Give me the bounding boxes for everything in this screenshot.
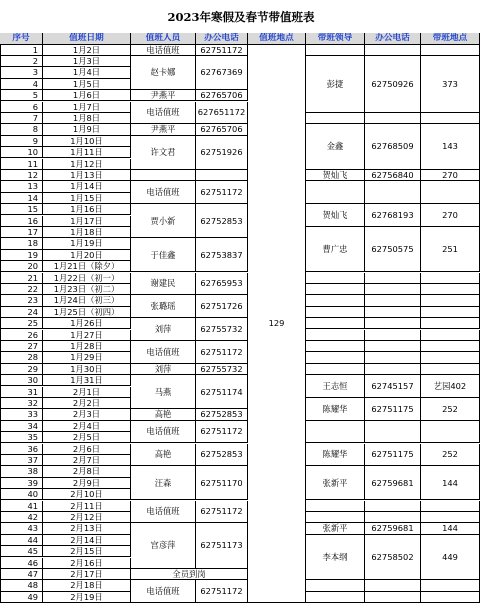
leader-place — [421, 318, 480, 329]
row-number: 38 — [0, 466, 43, 477]
leader-phone — [365, 295, 421, 306]
duty-phone: 62751726 — [196, 295, 248, 318]
duty-date: 1月14日 — [43, 181, 131, 192]
duty-date: 1月26日 — [43, 318, 131, 329]
leader-name — [306, 341, 365, 352]
leader-name — [306, 318, 365, 329]
leader-name — [306, 501, 365, 512]
leader-phone — [365, 318, 421, 329]
duty-phone: 62765706 — [196, 90, 248, 101]
leader-phone — [365, 307, 421, 318]
leader-phone: 62758502 — [365, 535, 421, 581]
duty-date: 1月15日 — [43, 193, 131, 204]
row-number: 34 — [0, 421, 43, 432]
duty-date: 2月15日 — [43, 546, 131, 557]
duty-date: 1月23日（初二） — [43, 284, 131, 295]
leader-phone: 62750926 — [365, 56, 421, 113]
duty-date: 1月13日 — [43, 170, 131, 181]
row-number: 39 — [0, 478, 43, 489]
duty-phone: 62751172 — [196, 580, 248, 603]
leader-name: 张新平 — [306, 523, 365, 534]
duty-date: 2月9日 — [43, 478, 131, 489]
duty-person: 电话值班 — [131, 102, 196, 125]
row-number: 9 — [0, 136, 43, 147]
row-number: 28 — [0, 352, 43, 363]
row-number: 12 — [0, 170, 43, 181]
leader-name — [306, 352, 365, 363]
leader-name — [306, 512, 365, 523]
leader-phone: 62768509 — [365, 124, 421, 170]
leader-phone — [365, 501, 421, 512]
row-number: 20 — [0, 261, 43, 272]
duty-phone: 62751926 — [196, 136, 248, 170]
duty-person: 尹燕平 — [131, 90, 196, 101]
leader-place: 270 — [421, 170, 480, 181]
duty-person: 高艳 — [131, 444, 196, 467]
leader-phone — [365, 273, 421, 284]
duty-person: 许文君 — [131, 136, 196, 170]
duty-phone: 62751170 — [196, 466, 248, 500]
leader-place — [421, 341, 480, 352]
leader-phone: 62751175 — [365, 444, 421, 467]
duty-date: 1月25日（初四） — [43, 307, 131, 318]
duty-date: 2月2日 — [43, 398, 131, 409]
duty-person: 于佳鑫 — [131, 238, 196, 272]
leader-name — [306, 295, 365, 306]
duty-date: 1月8日 — [43, 113, 131, 124]
duty-date: 1月31日 — [43, 375, 131, 386]
leader-phone — [365, 512, 421, 523]
duty-phone: 62765953 — [196, 273, 248, 296]
leader-phone — [365, 284, 421, 295]
leader-phone — [365, 330, 421, 341]
leader-name: 彭捷 — [306, 56, 365, 113]
row-number: 22 — [0, 284, 43, 295]
leader-phone — [365, 352, 421, 363]
duty-date: 1月20日 — [43, 250, 131, 261]
duty-person: 电话值班 — [131, 421, 196, 444]
duty-date: 1月19日 — [43, 238, 131, 249]
column-header: 带班领导 — [306, 33, 365, 45]
leader-phone: 62750575 — [365, 227, 421, 273]
leader-name — [306, 330, 365, 341]
row-number: 19 — [0, 250, 43, 261]
duty-phone: 62751172 — [196, 421, 248, 444]
duty-person: 电话值班 — [131, 501, 196, 524]
leader-name: 张新平 — [306, 466, 365, 500]
row-number: 4 — [0, 79, 43, 90]
duty-date: 2月4日 — [43, 421, 131, 432]
leader-name: 贺灿飞 — [306, 204, 365, 227]
leader-phone — [365, 45, 421, 56]
row-number: 3 — [0, 67, 43, 78]
leader-place — [421, 512, 480, 523]
duty-date: 2月13日 — [43, 523, 131, 534]
leader-place — [421, 45, 480, 56]
row-number: 45 — [0, 546, 43, 557]
leader-name — [306, 181, 365, 204]
column-header: 值班地点 — [248, 33, 306, 45]
row-number: 49 — [0, 592, 43, 603]
duty-date: 2月19日 — [43, 592, 131, 603]
leader-place — [421, 592, 480, 603]
row-number: 8 — [0, 124, 43, 135]
row-number: 6 — [0, 102, 43, 113]
duty-phone: 62752853 — [196, 204, 248, 238]
duty-date: 2月14日 — [43, 535, 131, 546]
row-number: 15 — [0, 204, 43, 215]
leader-place: 373 — [421, 56, 480, 113]
leader-place — [421, 364, 480, 375]
duty-phone: 62765706 — [196, 124, 248, 135]
row-number: 48 — [0, 580, 43, 591]
duty-date: 2月3日 — [43, 409, 131, 420]
duty-date: 1月10日 — [43, 136, 131, 147]
duty-person: 电话值班 — [131, 580, 196, 603]
duty-person: 刘萍 — [131, 364, 196, 375]
leader-phone — [365, 181, 421, 204]
duty-person: 赵卡娜 — [131, 56, 196, 90]
row-number: 23 — [0, 295, 43, 306]
row-number: 10 — [0, 147, 43, 158]
leader-place — [421, 501, 480, 512]
duty-phone: 627651172 — [196, 102, 248, 125]
row-number: 7 — [0, 113, 43, 124]
duty-date: 1月29日 — [43, 352, 131, 363]
duty-person: 宫彦萍 — [131, 523, 196, 569]
row-number: 43 — [0, 523, 43, 534]
column-header: 办公电话 — [196, 33, 248, 45]
row-number: 21 — [0, 273, 43, 284]
leader-place: 艺园402 — [421, 375, 480, 398]
duty-date: 1月27日 — [43, 330, 131, 341]
leader-place: 144 — [421, 523, 480, 534]
duty-phone: 62751173 — [196, 523, 248, 569]
row-number: 47 — [0, 569, 43, 580]
row-number: 18 — [0, 238, 43, 249]
leader-place: 270 — [421, 204, 480, 227]
row-number: 37 — [0, 455, 43, 466]
duty-phone: 62751172 — [196, 341, 248, 364]
duty-date: 1月28日 — [43, 341, 131, 352]
column-header: 带班地点 — [421, 33, 480, 45]
duty-person: 刘萍 — [131, 318, 196, 341]
leader-phone: 62751175 — [365, 398, 421, 421]
row-number: 25 — [0, 318, 43, 329]
duty-date: 2月11日 — [43, 501, 131, 512]
duty-person: 尹燕平 — [131, 124, 196, 135]
row-number: 31 — [0, 387, 43, 398]
row-number: 16 — [0, 216, 43, 227]
leader-phone — [365, 341, 421, 352]
duty-date: 1月5日 — [43, 79, 131, 90]
duty-date: 1月24日（初三） — [43, 295, 131, 306]
row-number: 24 — [0, 307, 43, 318]
duty-person: 电话值班 — [131, 341, 196, 364]
duty-date: 1月16日 — [43, 204, 131, 215]
row-number: 29 — [0, 364, 43, 375]
duty-person: 电话值班 — [131, 45, 196, 56]
duty-phone: 62751172 — [196, 45, 248, 56]
duty-person: 高艳 — [131, 409, 196, 420]
leader-phone: 62745157 — [365, 375, 421, 398]
duty-date: 1月2日 — [43, 45, 131, 56]
duty-date: 1月21日（除夕） — [43, 261, 131, 272]
duty-date: 1月18日 — [43, 227, 131, 238]
duty-date: 1月4日 — [43, 67, 131, 78]
duty-phone: 62751174 — [196, 375, 248, 409]
duty-person: 汪森 — [131, 466, 196, 500]
duty-date: 2月6日 — [43, 444, 131, 455]
leader-name: 贺灿飞 — [306, 170, 365, 181]
leader-name: 陈耀华 — [306, 444, 365, 467]
column-header: 值班日期 — [43, 33, 131, 45]
row-number: 33 — [0, 409, 43, 420]
row-number: 5 — [0, 90, 43, 101]
duty-date: 1月7日 — [43, 102, 131, 113]
leader-place — [421, 421, 480, 444]
row-number: 32 — [0, 398, 43, 409]
leader-name — [306, 421, 365, 444]
duty-date: 2月17日 — [43, 569, 131, 580]
duty-date: 1月30日 — [43, 364, 131, 375]
duty-date: 2月8日 — [43, 466, 131, 477]
duty-person: 贾小新 — [131, 204, 196, 238]
page-title: 2023年寒假及春节带值班表 — [0, 9, 482, 25]
row-number: 35 — [0, 432, 43, 443]
row-number: 30 — [0, 375, 43, 386]
duty-location: 129 — [248, 45, 306, 603]
duty-person: 张璐瑶 — [131, 295, 196, 318]
leader-name: 陈耀华 — [306, 398, 365, 421]
duty-phone: 62752853 — [196, 444, 248, 467]
duty-phone: 62751172 — [196, 181, 248, 204]
duty-date: 1月22日（初一） — [43, 273, 131, 284]
leader-name — [306, 307, 365, 318]
leader-phone — [365, 592, 421, 603]
duty-date: 1月12日 — [43, 159, 131, 170]
row-number: 44 — [0, 535, 43, 546]
row-number: 2 — [0, 56, 43, 67]
leader-phone — [365, 113, 421, 124]
duty-date: 2月7日 — [43, 455, 131, 466]
duty-date: 1月17日 — [43, 216, 131, 227]
duty-date: 2月10日 — [43, 489, 131, 500]
duty-person: 谢建民 — [131, 273, 196, 296]
duty-person — [131, 170, 196, 181]
leader-place — [421, 181, 480, 204]
leader-place — [421, 273, 480, 284]
leader-name — [306, 284, 365, 295]
leader-name — [306, 592, 365, 603]
duty-phone: 62753837 — [196, 238, 248, 272]
duty-phone: 62767369 — [196, 56, 248, 90]
duty-date: 2月1日 — [43, 387, 131, 398]
row-number: 11 — [0, 159, 43, 170]
column-header: 序号 — [0, 33, 43, 45]
leader-name — [306, 113, 365, 124]
duty-date: 1月3日 — [43, 56, 131, 67]
row-number: 17 — [0, 227, 43, 238]
leader-place: 252 — [421, 398, 480, 421]
duty-phone — [196, 170, 248, 181]
column-header: 办公电话 — [365, 33, 421, 45]
row-number: 42 — [0, 512, 43, 523]
row-number: 40 — [0, 489, 43, 500]
leader-place — [421, 284, 480, 295]
duty-phone: 62751172 — [196, 501, 248, 524]
leader-place: 144 — [421, 466, 480, 500]
duty-date: 2月12日 — [43, 512, 131, 523]
row-number: 13 — [0, 181, 43, 192]
duty-date: 1月6日 — [43, 90, 131, 101]
leader-place: 449 — [421, 535, 480, 581]
duty-phone: 62755732 — [196, 318, 248, 341]
leader-place — [421, 113, 480, 124]
leader-name — [306, 580, 365, 591]
leader-place — [421, 307, 480, 318]
duty-person: 电话值班 — [131, 181, 196, 204]
leader-place: 251 — [421, 227, 480, 273]
duty-phone: 62755732 — [196, 364, 248, 375]
row-number: 14 — [0, 193, 43, 204]
leader-phone: 62756840 — [365, 170, 421, 181]
leader-place — [421, 330, 480, 341]
column-header: 值班人员 — [131, 33, 196, 45]
leader-place — [421, 580, 480, 591]
duty-date: 2月16日 — [43, 558, 131, 569]
leader-name — [306, 45, 365, 56]
duty-date: 1月9日 — [43, 124, 131, 135]
leader-phone: 62768193 — [365, 204, 421, 227]
duty-person: 马燕 — [131, 375, 196, 409]
leader-name: 王志恒 — [306, 375, 365, 398]
leader-name: 曹广忠 — [306, 227, 365, 273]
row-number: 36 — [0, 444, 43, 455]
leader-place: 143 — [421, 124, 480, 170]
duty-date: 2月5日 — [43, 432, 131, 443]
duty-date: 2月18日 — [43, 580, 131, 591]
row-number: 26 — [0, 330, 43, 341]
leader-phone — [365, 421, 421, 444]
leader-phone: 62759681 — [365, 523, 421, 534]
duty-person: 全员到岗 — [131, 569, 248, 580]
leader-name — [306, 364, 365, 375]
row-number: 27 — [0, 341, 43, 352]
leader-place — [421, 295, 480, 306]
duty-phone: 62752853 — [196, 409, 248, 420]
leader-name: 金鑫 — [306, 124, 365, 170]
leader-phone: 62759681 — [365, 466, 421, 500]
leader-place: 252 — [421, 444, 480, 467]
row-number: 1 — [0, 45, 43, 56]
duty-date: 1月11日 — [43, 147, 131, 158]
row-number: 46 — [0, 558, 43, 569]
leader-phone — [365, 364, 421, 375]
leader-name — [306, 273, 365, 284]
leader-place — [421, 352, 480, 363]
leader-name: 李本纲 — [306, 535, 365, 581]
row-number: 41 — [0, 501, 43, 512]
leader-phone — [365, 580, 421, 591]
